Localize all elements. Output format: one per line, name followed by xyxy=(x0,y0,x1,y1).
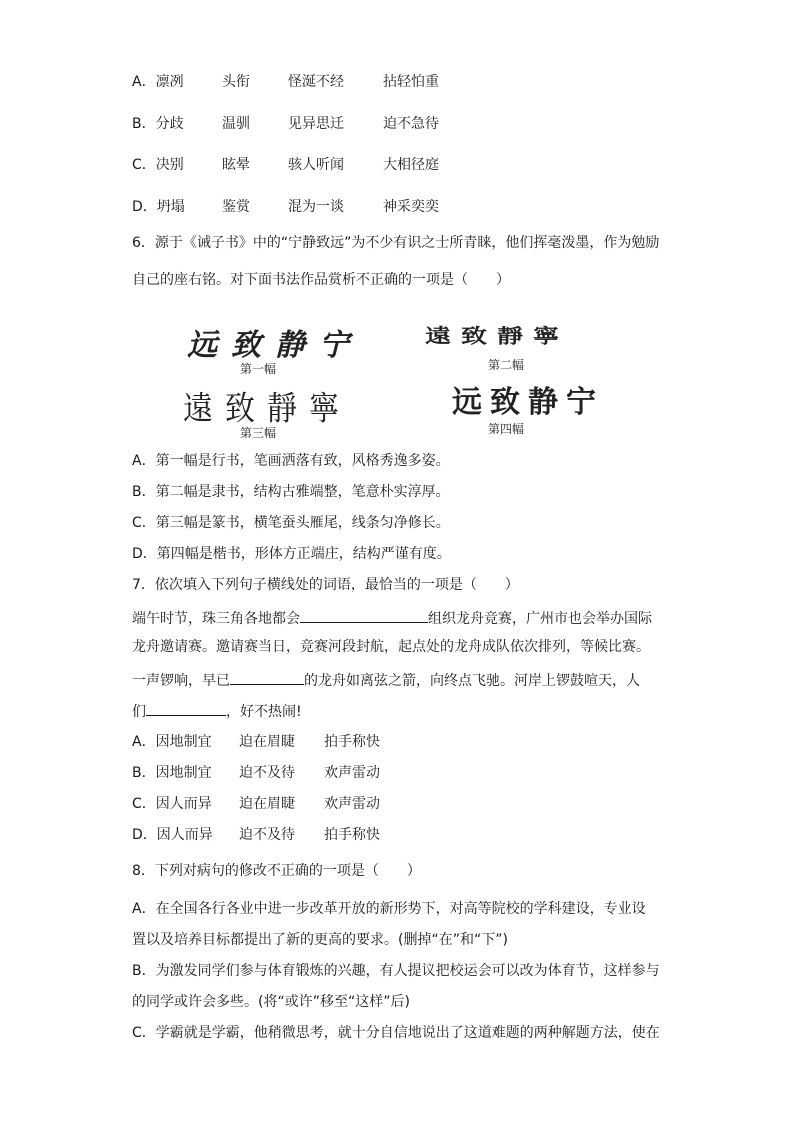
q7-option-d xyxy=(132,825,380,845)
option-letter: A． xyxy=(132,74,156,90)
q8-stem: 8．下列对病句的修改不正确的一项是（ ） xyxy=(132,863,421,879)
option-word: 见异思迁 xyxy=(288,116,344,132)
calligraphy-caption-2: 第二幅 xyxy=(488,358,525,372)
q6-option-c: C．第三幅是篆书，横笔蚕头雁尾，线条匀净修长。 xyxy=(132,515,450,531)
option-word: 坍塌 xyxy=(156,199,185,215)
option-letter: B． xyxy=(132,116,156,132)
option-word: 骇人听闻 xyxy=(288,157,344,173)
q7-option-c xyxy=(132,794,380,814)
option-letter: D． xyxy=(132,199,157,215)
passage-text: 们 xyxy=(132,704,146,720)
q6-stem-line1: 6．源于《诫子书》中的“宁静致远”为不少有识之士所青睐，他们挥毫泼墨，作为勉励 xyxy=(132,235,660,251)
q7-option-b xyxy=(132,763,380,783)
q7-passage-line1 xyxy=(132,606,652,629)
q8-line-3: B．为激发同学们参与体育锻炼的兴趣，有人提议把校运会可以改为体育节，这样参与 xyxy=(132,963,660,979)
q6-option-a: A．第一幅是行书，笔画洒落有致，风格秀逸多姿。 xyxy=(132,453,450,469)
option-word: 分歧 xyxy=(155,116,184,132)
q7-passage-line2: 龙舟邀请赛。邀请赛当日，竞赛河段封航，起点处的龙舟成队依次排列，等候比赛。 xyxy=(132,639,650,655)
q5-option-a xyxy=(132,72,439,92)
option-word: 迫在眉睫 xyxy=(239,734,295,750)
fill-blank-3 xyxy=(146,699,226,716)
option-word: 因人而异 xyxy=(155,796,212,812)
option-word: 因人而异 xyxy=(156,827,213,843)
option-word: 因地制宜 xyxy=(155,734,212,750)
passage-text: 端午时节，珠三角各地都会 xyxy=(132,611,300,627)
option-word: 拍手称快 xyxy=(324,734,380,750)
fill-blank-1 xyxy=(300,606,428,623)
option-word: 怪涎不经 xyxy=(288,74,344,90)
option-word: 大相径庭 xyxy=(383,157,439,173)
passage-text: 的龙舟如离弦之箭，向终点飞驰。河岸上锣鼓喧天，人 xyxy=(304,673,640,689)
q8-line-5: C．学霸就是学霸，他稍微思考，就十分自信地说出了这道难题的两种解题方法，使在 xyxy=(132,1025,660,1041)
calligraphy-work-1: 远致静宁 xyxy=(187,328,363,363)
option-word: 混为一谈 xyxy=(288,199,344,215)
option-word: 拈轻怕重 xyxy=(383,74,439,90)
q6-option-d: D．第四幅是楷书，形体方正端庄，结构严谨有度。 xyxy=(132,546,451,562)
option-word: 因地制宜 xyxy=(155,765,212,781)
calligraphy-caption-3: 第三幅 xyxy=(240,426,277,440)
option-word: 温驯 xyxy=(222,116,250,132)
option-word: 迫不及待 xyxy=(239,765,295,781)
calligraphy-caption-1: 第一幅 xyxy=(240,362,277,376)
q8-line-2: 置以及培养目标都提出了新的更高的要求。(删掉“在”和“下”) xyxy=(132,932,508,948)
option-letter: D． xyxy=(132,827,157,843)
q7-passage-line3 xyxy=(132,668,640,691)
calligraphy-work-4: 远致静宁 xyxy=(452,385,604,420)
q6-stem-line2: 自己的座右铭。对下面书法作品赏析不正确的一项是（ ） xyxy=(132,272,510,288)
q6-option-b: B．第二幅是隶书，结构古雅端整，笔意朴实淳厚。 xyxy=(132,484,450,500)
option-letter: B． xyxy=(132,765,156,781)
q5-option-c xyxy=(132,155,439,175)
option-word: 拍手称快 xyxy=(324,827,380,843)
option-letter: A． xyxy=(132,734,156,750)
option-word: 决别 xyxy=(155,157,184,173)
passage-text: 组织龙舟竞赛，广州市也会举办国际 xyxy=(428,611,652,627)
option-word: 迫不及待 xyxy=(239,827,295,843)
option-word: 迫在眉睫 xyxy=(239,796,295,812)
passage-text: 一声锣响，早已 xyxy=(132,673,230,689)
option-word: 眩晕 xyxy=(222,157,250,173)
calligraphy-work-2: 遠致靜寧 xyxy=(425,325,570,348)
q5-option-b xyxy=(132,114,439,134)
option-word: 欢声雷动 xyxy=(324,765,380,781)
fill-blank-2 xyxy=(230,668,304,685)
option-letter: C． xyxy=(132,796,156,812)
q8-line-1: A．在全国各行各业中进一步改革开放的新形势下，对高等院校的学科建设，专业设 xyxy=(132,901,646,917)
q7-option-a xyxy=(132,732,380,752)
option-word: 迫不急待 xyxy=(383,116,439,132)
option-word: 鉴赏 xyxy=(222,199,250,215)
q5-option-d xyxy=(132,197,439,217)
q8-line-4: 的同学或许会多些。(将“或许”移至“这样”后) xyxy=(132,994,410,1010)
q7-passage-line4 xyxy=(132,699,302,722)
option-letter: C． xyxy=(132,157,156,173)
option-word: 头衔 xyxy=(222,74,250,90)
q7-stem: 7．依次填入下列句子横线处的词语，最恰当的一项是（ ） xyxy=(132,577,519,593)
option-word: 神采奕奕 xyxy=(383,199,439,215)
passage-text: ，好不热闹! xyxy=(226,704,302,720)
calligraphy-work-3: 遠致靜寧 xyxy=(183,389,351,429)
calligraphy-caption-4: 第四幅 xyxy=(488,422,525,436)
option-word: 欢声雷动 xyxy=(324,796,380,812)
option-word: 凛冽 xyxy=(155,74,184,90)
